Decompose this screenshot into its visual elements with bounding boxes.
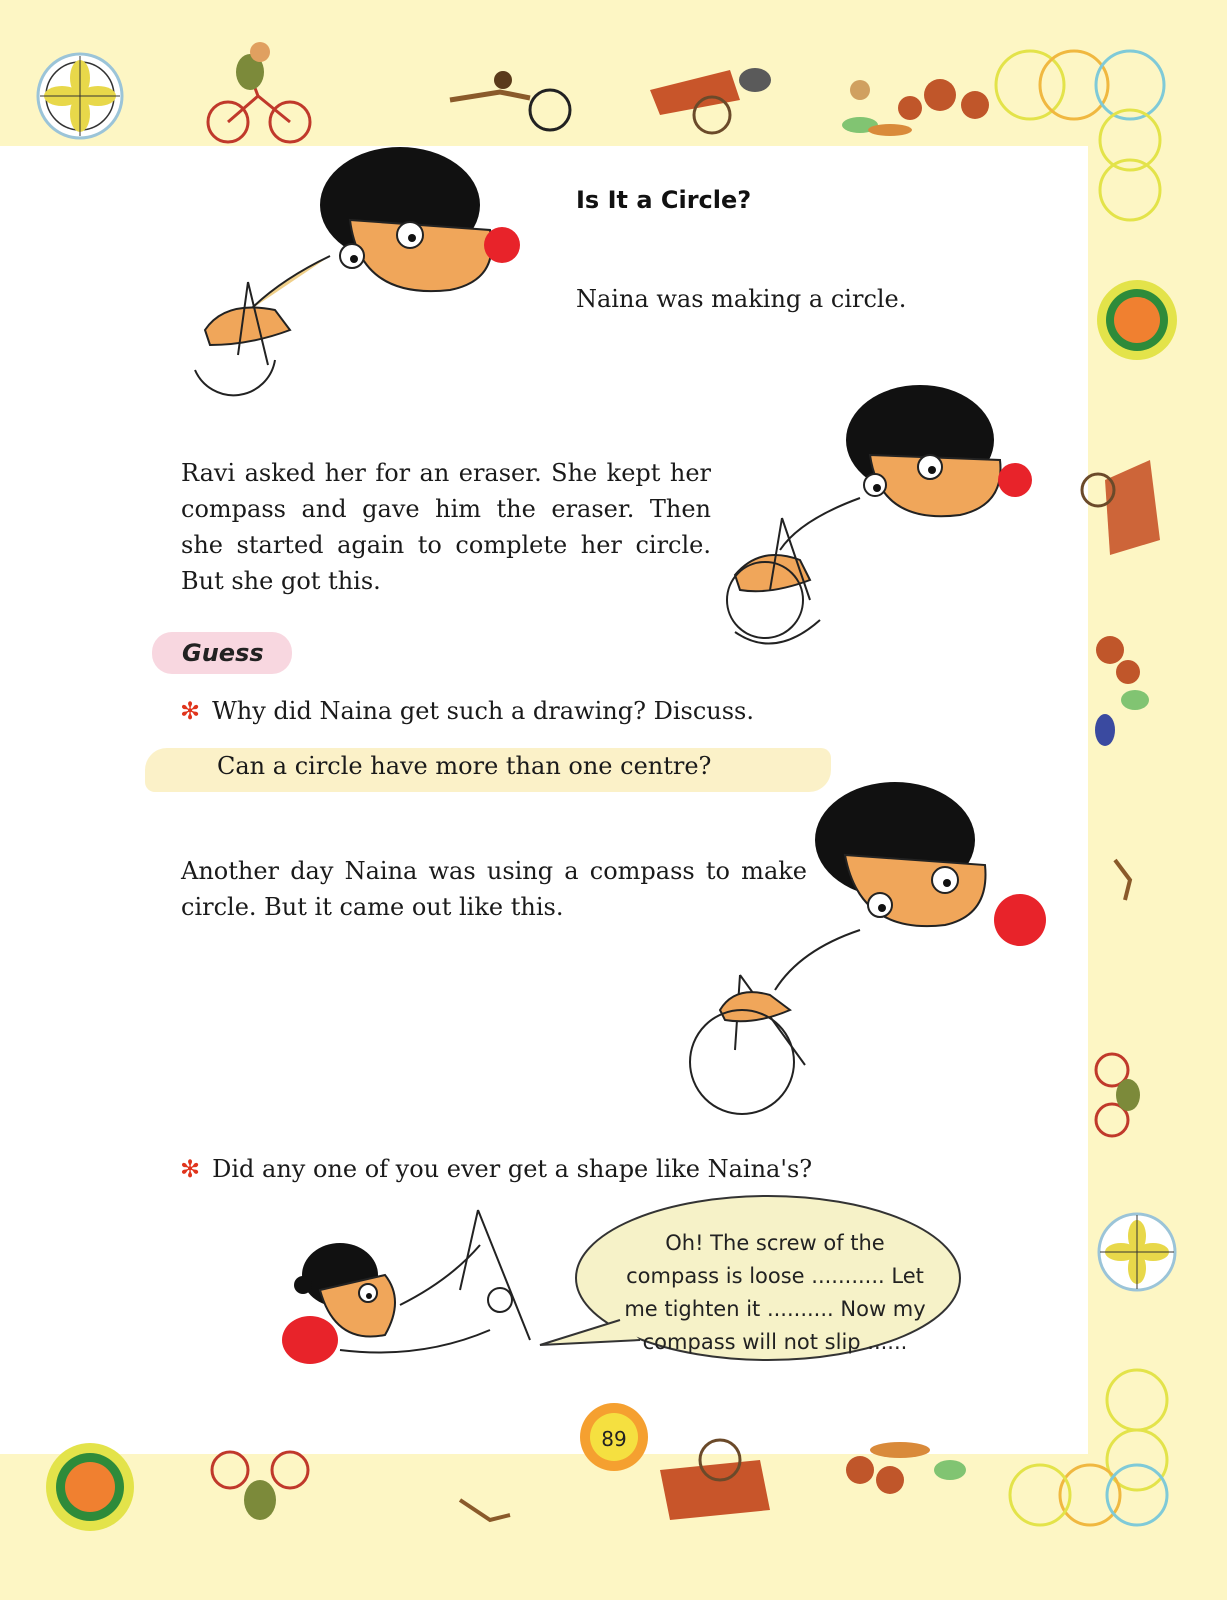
guess-label-box [152, 632, 292, 674]
question-1-text: Why did Naina get such a drawing? Discuss. [212, 697, 754, 725]
side-cyclist-icon [1096, 1054, 1140, 1136]
bottom-coin-icon [46, 1443, 134, 1531]
side-bangles-icon [1010, 1370, 1167, 1525]
bottom-cyclist-icon [212, 1452, 308, 1520]
section-title: Is It a Circle? [576, 186, 752, 214]
story-paragraph-2: Another day Naina was using a compass to make circle. But it came out like this. [181, 857, 807, 921]
asterisk-icon: ✻ [180, 1155, 201, 1183]
bottom-cart-icon [660, 1440, 770, 1520]
bottom-runner-icon [460, 1500, 510, 1520]
potter-icon [842, 79, 989, 136]
rangoli-icon [38, 54, 122, 138]
bullock-cart-icon [650, 68, 771, 133]
guess-label: Guess [182, 639, 264, 667]
bottom-potter-icon [846, 1442, 966, 1494]
bangles-icon [996, 51, 1164, 220]
coin-circle-icon [1097, 280, 1177, 360]
speech-line: Oh! The screw of the [665, 1231, 885, 1255]
side-rangoli-icon [1099, 1214, 1175, 1290]
highlight-question: Can a circle have more than one centre? [217, 752, 712, 780]
side-runner-icon [1115, 860, 1130, 900]
boy-with-hoop-icon [450, 71, 570, 130]
naina-drawing-illustration [195, 147, 520, 395]
side-cart-icon [1082, 460, 1160, 555]
speech-line: me tighten it .......... Now my [624, 1297, 926, 1321]
asterisk-icon: ✻ [180, 697, 201, 725]
speech-line: compass will not slip ...... [642, 1330, 908, 1354]
story-paragraph-1: Ravi asked her for an eraser. She kept her compass and gave him the eraser. Then she started again to complete her circle. But she got this. [181, 459, 711, 595]
side-potter-icon [1095, 636, 1149, 746]
question-2-text: Did any one of you ever get a shape like Naina's? [212, 1155, 813, 1183]
page-number: 89 [601, 1427, 627, 1451]
speech-bubble-text [585, 1227, 965, 1359]
naina-tightening-compass-illustration [282, 1210, 530, 1364]
question-1 [180, 697, 754, 725]
question-2 [180, 1155, 812, 1183]
cyclist-icon [208, 42, 310, 142]
naina-offset-circle-illustration [690, 782, 1046, 1114]
intro-paragraph: Naina was making a circle. [576, 285, 907, 313]
speech-line: compass is loose ........... Let [626, 1264, 924, 1288]
naina-broken-circle-illustration [727, 385, 1032, 644]
